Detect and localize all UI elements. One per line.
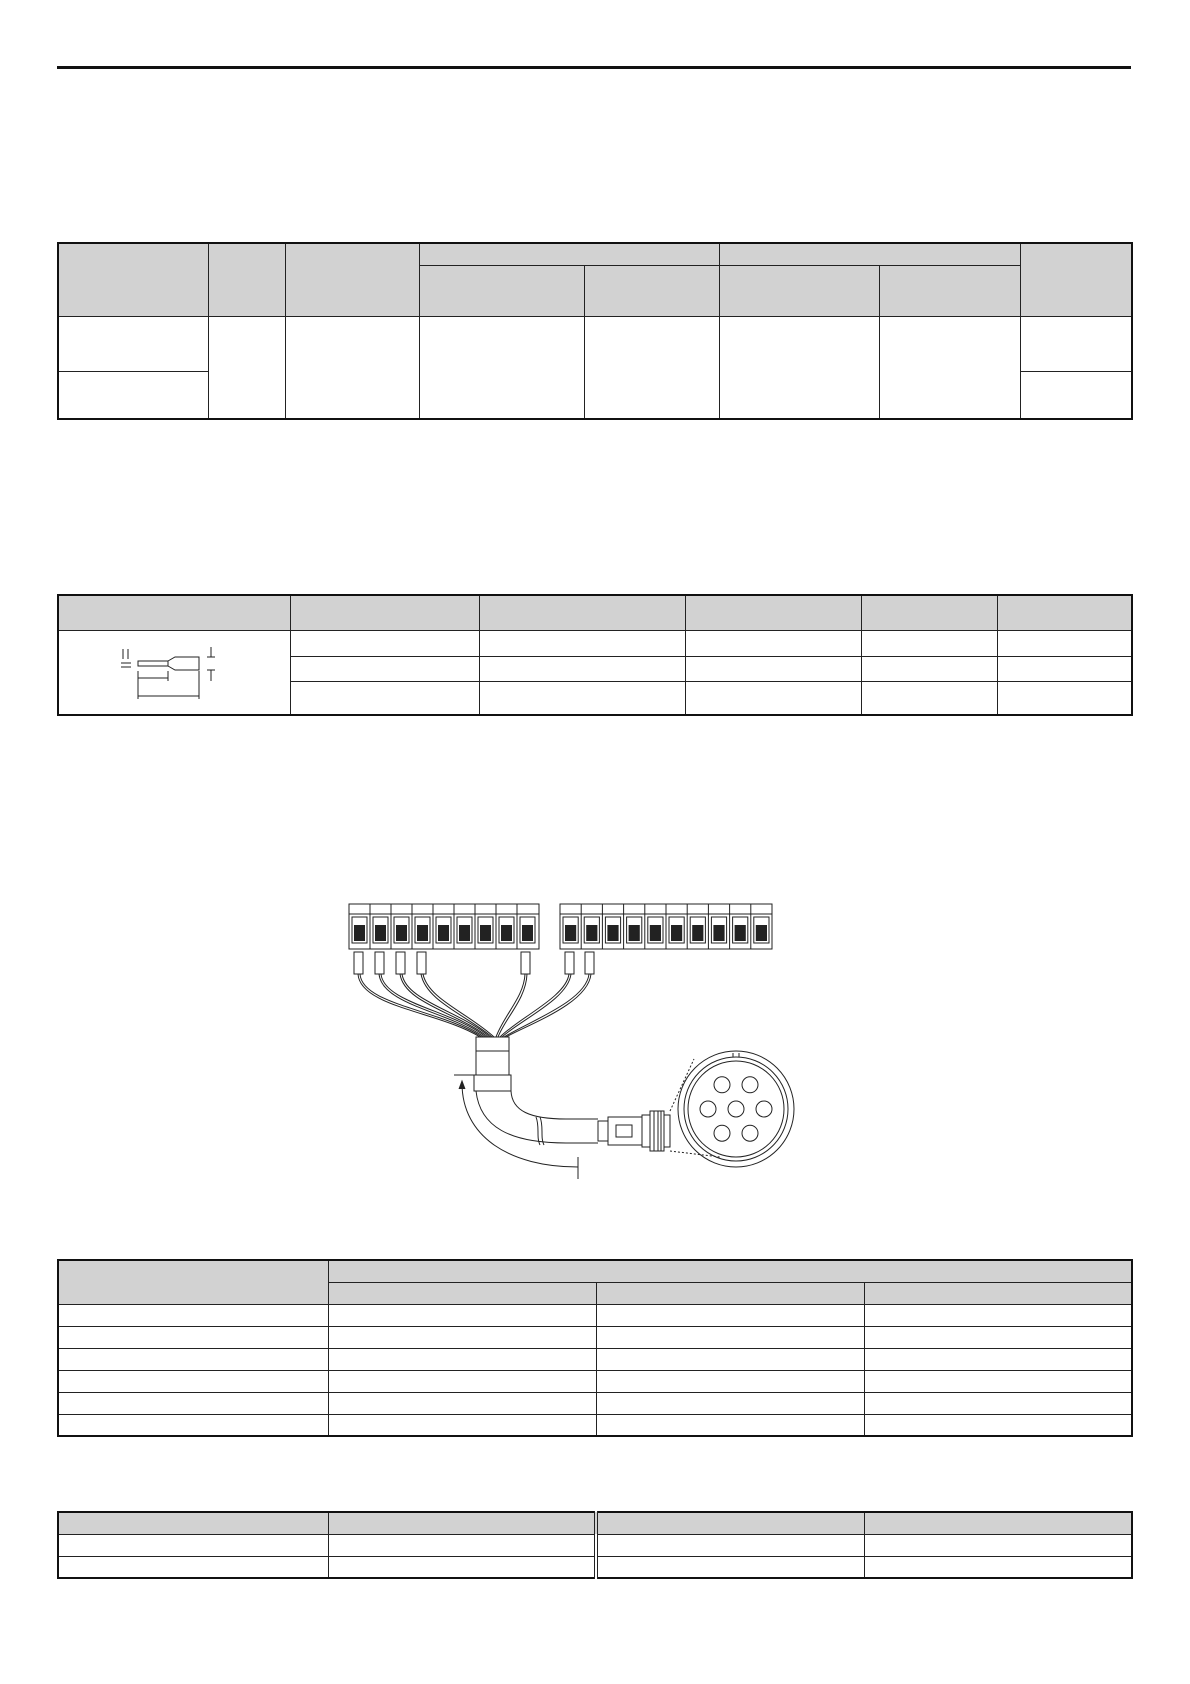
encoder-cable-connector-icon [340,897,800,1181]
header-cell [290,595,479,630]
table-cell [419,316,584,419]
ferrule-illustration-cell [58,630,290,715]
table-cell [596,1534,864,1556]
table-cell [685,681,861,715]
header-group-cell [328,1260,1132,1282]
header-group-cell [419,243,719,265]
header-subcell [864,1282,1132,1304]
table-cell [997,656,1132,681]
table-cell [328,1348,596,1370]
table-cell [997,630,1132,656]
spec-table-2 [57,594,1133,716]
table-cell [479,630,685,656]
table-cell [58,1370,328,1392]
table-cell [1020,316,1132,371]
table-cell [208,316,285,419]
spec-table-4 [57,1511,1133,1579]
header-cell [58,1512,328,1534]
header-cell [285,243,419,316]
connector-face-pin [742,1077,758,1093]
table-cell [864,1304,1132,1326]
table-cell [861,630,997,656]
table-cell [285,316,419,419]
table-cell [864,1348,1132,1370]
connector-face-pin [742,1125,758,1141]
header-cell [1020,243,1132,316]
table-cell [58,1304,328,1326]
table-cell [596,1556,864,1578]
table-cell [328,1392,596,1414]
table-cell [328,1414,596,1436]
table-cell [290,681,479,715]
table-cell [864,1534,1132,1556]
table-cell [864,1556,1132,1578]
table-cell [719,316,879,419]
table-cell [58,1326,328,1348]
header-subcell [879,265,1020,316]
header-cell [479,595,685,630]
header-cell [58,595,290,630]
table-cell [997,681,1132,715]
table-cell [479,681,685,715]
connector-face-pin [728,1101,744,1117]
table-cell [596,1348,864,1370]
header-cell [861,595,997,630]
connector-face-pin [756,1101,772,1117]
table-cell [596,1392,864,1414]
table-cell [584,316,719,419]
table-cell [58,1392,328,1414]
header-group-cell [719,243,1020,265]
spec-table-3 [57,1259,1133,1437]
table-cell [1020,371,1132,419]
table-cell [328,1326,596,1348]
table-cell [861,681,997,715]
table-cell [596,1370,864,1392]
table-cell [596,1326,864,1348]
header-cell [328,1512,596,1534]
table-cell [58,371,208,419]
table-cell [290,630,479,656]
top-horizontal-rule [57,66,1131,69]
table-cell [596,1304,864,1326]
table-cell [596,1414,864,1436]
header-cell [596,1512,864,1534]
table-cell [58,1414,328,1436]
table-cell [58,1556,328,1578]
header-subcell [419,265,584,316]
header-subcell [719,265,879,316]
header-subcell [328,1282,596,1304]
header-cell [58,243,208,316]
table-cell [290,656,479,681]
table-cell [58,316,208,371]
connector-face-pin [714,1125,730,1141]
header-subcell [596,1282,864,1304]
wire-ferrule-icon [119,641,229,703]
table-cell [328,1304,596,1326]
connector-face-pin [714,1077,730,1093]
table-cell [328,1556,596,1578]
table-cell [864,1414,1132,1436]
spec-table-1 [57,242,1133,420]
table-cell [861,656,997,681]
header-cell [997,595,1132,630]
table-cell [685,656,861,681]
header-cell [58,1260,328,1304]
table-cell [479,656,685,681]
table-cell [864,1392,1132,1414]
header-subcell [584,265,719,316]
table-cell [328,1534,596,1556]
header-cell [208,243,285,316]
table-cell [879,316,1020,419]
connector-face-pin [700,1101,716,1117]
header-cell [685,595,861,630]
table-cell [864,1370,1132,1392]
table-cell [58,1534,328,1556]
table-cell [328,1370,596,1392]
table-cell [685,630,861,656]
table-cell [864,1326,1132,1348]
header-cell [864,1512,1132,1534]
table-cell [58,1348,328,1370]
